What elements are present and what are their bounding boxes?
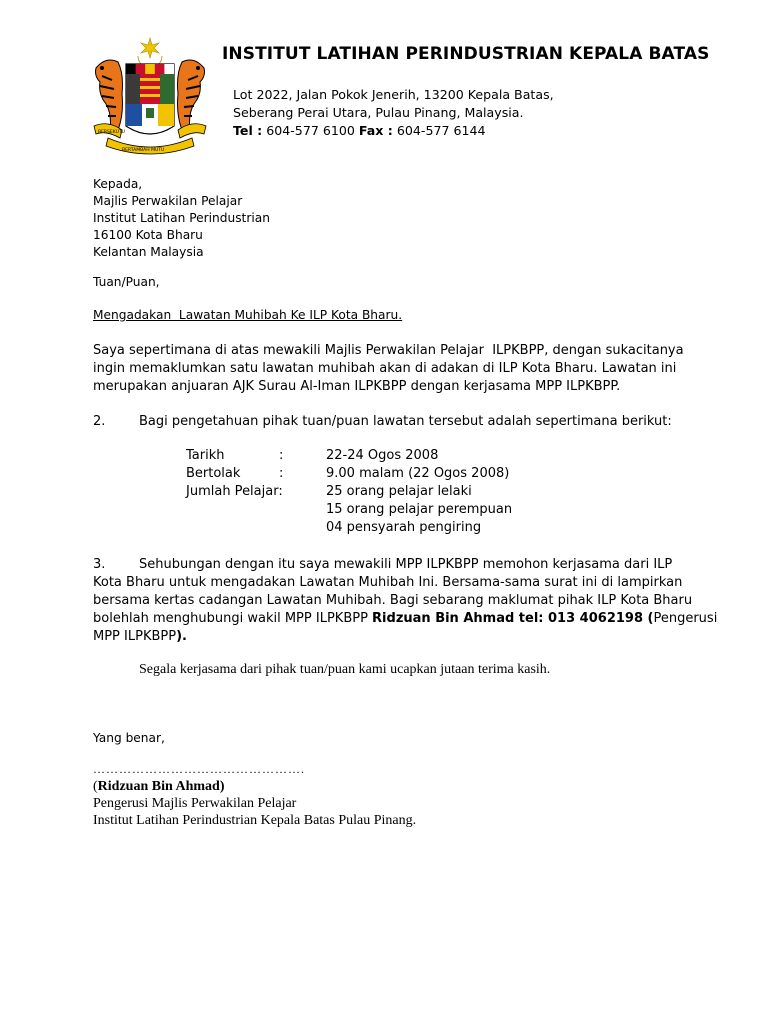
salutation: Tuan/Puan, (93, 275, 160, 289)
paragraph-2-number: 2. (93, 414, 106, 429)
detail-value: 25 orang pelajar lelaki (326, 484, 472, 499)
paragraph-line: Saya sepertimana di atas mewakili Majlis Perwakilan Pelajar ILPKBPP, dengan sukacitanya (93, 343, 684, 358)
recipient-line: 16100 Kota Bharu (93, 228, 203, 242)
paragraph-1 (93, 342, 684, 396)
contact-prefix: bolehlah menghubungi wakil MPP ILPKBPP (93, 611, 373, 626)
signatory-name (93, 779, 225, 795)
closing: Yang benar, (93, 731, 165, 745)
paragraph-3-line: Kota Bharu untuk mengadakan Lawatan Muhibah Ini. Bersama-sama surat ini di lampirkan (93, 575, 683, 590)
paragraph-line: merupakan anjuaran AJK Surau Al-Iman ILPKBPP dengan kerjasama MPP ILPKBPP. (93, 379, 621, 394)
paragraph-3-line: bersama kertas cadangan Lawatan Muhibah. Bagi sebarang maklumat pihak ILP Kota Bharu (93, 593, 693, 608)
paragraph-3-line: Sehubungan dengan itu saya mewakili MPP ILPKBPP memohon kerjasama dari ILP (139, 557, 673, 572)
fax-number: 604-577 6144 (396, 123, 486, 138)
name-text: Ridzuan Bin Ahmad) (97, 779, 225, 794)
contact-person: Ridzuan Bin Ahmad tel: 013 4062198 ( (372, 611, 654, 626)
tel-number: 604-577 6100 (266, 123, 355, 138)
recipient-line: Institut Latihan Perindustrian (93, 211, 270, 225)
recipient-block (93, 176, 270, 261)
tel-label: Tel : (233, 123, 263, 138)
svg-text:BERTAMBAH MUTU: BERTAMBAH MUTU (122, 148, 165, 153)
paragraph-3-line (93, 628, 187, 646)
thanks-line: Segala kerjasama dari pihak tuan/puan kami ucapkan jutaan terima kasih. (139, 662, 551, 677)
detail-value: 22-24 Ogos 2008 (326, 448, 439, 463)
detail-value: 04 pensyarah pengiring (326, 520, 482, 535)
contact-line (233, 122, 486, 140)
address-line-2: Seberang Perai Utara, Pulau Pinang, Malaysia. (233, 105, 524, 120)
signatory-organization: Institut Latihan Perindustrian Kepala Batas Pulau Pinang. (93, 813, 417, 828)
detail-value: 9.00 malam (22 Ogos 2008) (326, 466, 510, 481)
detail-value: 15 orang pelajar perempuan (326, 502, 513, 517)
institution-title: INSTITUT LATIHAN PERINDUSTRIAN KEPALA BATAS (222, 44, 710, 64)
detail-label: Jumlah Pelajar: (186, 484, 283, 499)
signatory-title: Pengerusi Majlis Perwakilan Pelajar (93, 796, 297, 811)
signature-line: …………………………………………. (93, 762, 305, 776)
recipient-line: Majlis Perwakilan Pelajar (93, 194, 243, 208)
detail-label: Tarikh (186, 448, 225, 463)
paragraph-3-line (93, 610, 717, 628)
paragraph-2-text: Bagi pengetahuan pihak tuan/puan lawatan tersebut adalah sepertimana berikut: (139, 414, 672, 429)
paragraph-line: ingin memaklumkan satu lawatan muhibah akan di adakan di ILP Kota Bharu. Lawatan ini (93, 361, 677, 376)
recipient-line: Kepada, (93, 177, 143, 191)
paragraph-3-number: 3. (93, 557, 106, 572)
detail-colon: : (279, 448, 284, 463)
subject-line: Mengadakan Lawatan Muhibah Ke ILP Kota Bharu. (93, 308, 403, 322)
name-open-paren: ( (93, 779, 98, 794)
contact-close: ). (176, 629, 187, 644)
malaysia-coat-of-arms (88, 34, 212, 158)
svg-text:BERSEKUTU: BERSEKUTU (98, 130, 125, 135)
recipient-line: Kelantan Malaysia (93, 245, 204, 259)
detail-colon: : (279, 466, 284, 481)
fax-label: Fax : (358, 123, 393, 138)
contact-role: Pengerusi (653, 611, 718, 626)
contact-org: MPP ILPKBPP (93, 629, 177, 644)
address-line-1: Lot 2022, Jalan Pokok Jenerih, 13200 Kepala Batas, (233, 87, 554, 102)
detail-label: Bertolak (186, 466, 241, 481)
